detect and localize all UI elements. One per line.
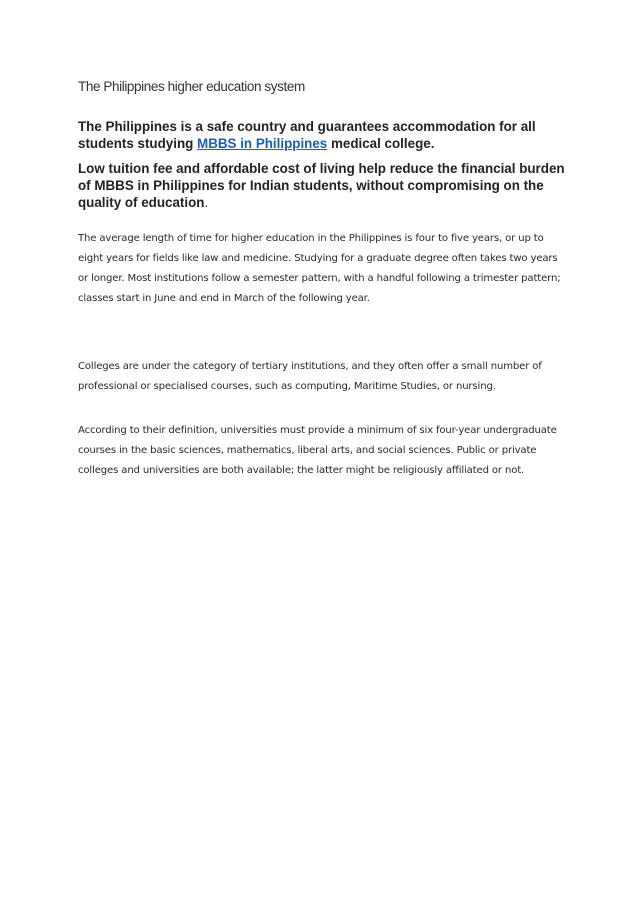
tuition-trailing: . xyxy=(204,195,209,210)
document-title: The Philippines higher education system xyxy=(78,79,305,94)
paragraph-colleges: Colleges are under the category of tertiary institutions, and they often offer a small number of professional or specialised courses, such as computing, Maritime Studies, or nursing. xyxy=(78,361,542,392)
paragraph-length-of-study: The average length of time for higher education in the Philippines is four to five years, or up to eight years for fields like law and medicine. Studying for a graduate degree often takes two years or longer. Most institutions follow a semester pattern, with a handful following a trimester pattern; classes start in June and end in March of the following year. xyxy=(78,233,561,304)
intro-text-after-link: medical college. xyxy=(327,136,435,151)
mbbs-philippines-link[interactable]: MBBS in Philippines xyxy=(197,136,328,151)
intro-paragraph-tuition xyxy=(78,160,568,211)
document-content xyxy=(78,78,568,481)
intro-text-before-link: The Philippines is a safe country and guarantees accommodation for all students studying xyxy=(78,119,536,151)
tuition-text: Low tuition fee and affordable cost of living help reduce the financial burden of MBBS in Philippines for Indian students, without compromising on the quality of education xyxy=(78,161,565,210)
paragraph-universities: According to their definition, universities must provide a minimum of six four-year undergraduate courses in the basic sciences, mathematics, liberal arts, and social sciences. Public or private colleges and universities are both available; the latter might be religiously affiliated or not. xyxy=(78,425,557,476)
intro-paragraph-safety xyxy=(78,118,568,152)
